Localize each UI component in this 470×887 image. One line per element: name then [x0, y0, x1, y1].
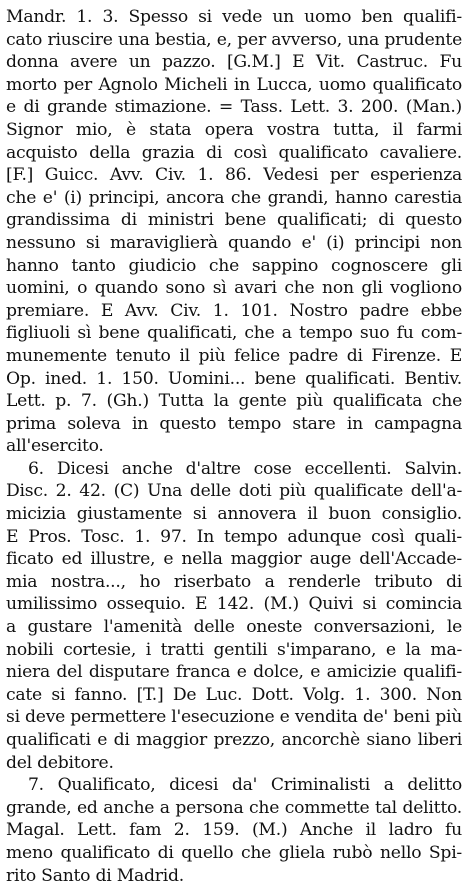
text-line: munemente tenuto il più felice padre di Firenze. E [6, 345, 462, 366]
text-line: morto per Agnolo Micheli in Lucca, uomo qualificato [6, 74, 462, 95]
text-line: prima soleva in questo tempo stare in campagna [6, 413, 462, 434]
text-line: Magal. Lett. fam 2. 159. (M.) Anche il ladro fu [6, 820, 462, 841]
text-line: cato riuscire una bestia, e, per avverso, una prudente [6, 29, 462, 50]
text-line: qualificati e di maggior prezzo, ancorchè siano liberi [6, 730, 462, 750]
text-line: rito Santo di Madrid. [6, 865, 184, 886]
text-line: E Pros. Tosc. 1. 97. In tempo adunque così quali- [6, 526, 462, 547]
text-line: si deve permettere l'esecuzione e vendita de' beni più [6, 707, 462, 728]
text-line: cate si fanno. [T.] De Luc. Dott. Volg. 1. 300. Non [6, 684, 462, 705]
text-line: mia nostra..., ho riserbato a renderle tributo di [6, 571, 462, 592]
text-line: figliuoli sì bene qualificati, che a tempo suo fu com- [6, 323, 462, 344]
text-line: Signor mio, è stata opera vostra tutta, il farmi [6, 119, 462, 140]
text-line: umilissimo ossequio. E 142. (M.) Quivi si comincia [6, 594, 462, 615]
text-line: 6. Dicesi anche d'altre cose eccellenti. Salvin. [28, 458, 462, 479]
text-line: acquisto della grazia di così qualificato cavaliere. [6, 142, 462, 163]
text-line: e di grande stimazione. = Tass. Lett. 3. 200. (Man.) [6, 97, 462, 118]
text-line: Mandr. 1. 3. Spesso si vede un uomo ben qualifi- [6, 7, 462, 27]
text-line: nobili cortesie, i tratti gentili s'imparano, e la ma- [6, 639, 462, 660]
text-line: grande, ed anche a persona che commette tal delitto. [6, 797, 462, 818]
text-line: niera del disputare franca e dolce, e amicizie qualifi- [6, 662, 462, 683]
text-line: donna avere un pazzo. [G.M.] E Vit. Castruc. Fu [6, 52, 462, 73]
text-line: hanno tanto giudicio che sappino cognoscere gli [6, 255, 462, 276]
text-line: a gustare l'amenità delle oneste conversazioni, le [6, 617, 462, 638]
text-line: Op. ined. 1. 150. Uomini... bene qualificati. Bentiv. [6, 368, 462, 389]
text-line: uomini, o quando sono sì avari che non gli vogliono [6, 278, 462, 299]
text-line: [F.] Guicc. Avv. Civ. 1. 86. Vedesi per esperienza [6, 165, 462, 186]
text-line: nessuno si maraviglierà quando e' (i) principi non [6, 232, 462, 253]
text-line: all'esercito. [6, 436, 104, 457]
text-line: Disc. 2. 42. (C) Una delle doti più qualificate dell'a- [6, 481, 462, 502]
text-line: meno qualificato di quello che gliela rubò nello Spi- [6, 842, 462, 863]
text-line: micizia giustamente si annovera il buon consiglio. [6, 504, 462, 525]
text-line: premiare. E Avv. Civ. 1. 101. Nostro padre ebbe [6, 300, 462, 321]
text-line: 7. Qualificato, dicesi da' Criminalisti a delitto [28, 775, 462, 796]
text-line: ficato ed illustre, e nella maggior auge dell'Accade- [6, 549, 462, 570]
text-line: del debitore. [6, 752, 114, 773]
text-line: che e' (i) principi, ancora che grandi, hanno carestia [6, 187, 462, 208]
text-line: grandissima di ministri bene qualificati; di questo [6, 210, 462, 231]
entry-text-body [6, 6, 462, 887]
text-line: Lett. p. 7. (Gh.) Tutta la gente più qualificata che [6, 391, 462, 412]
